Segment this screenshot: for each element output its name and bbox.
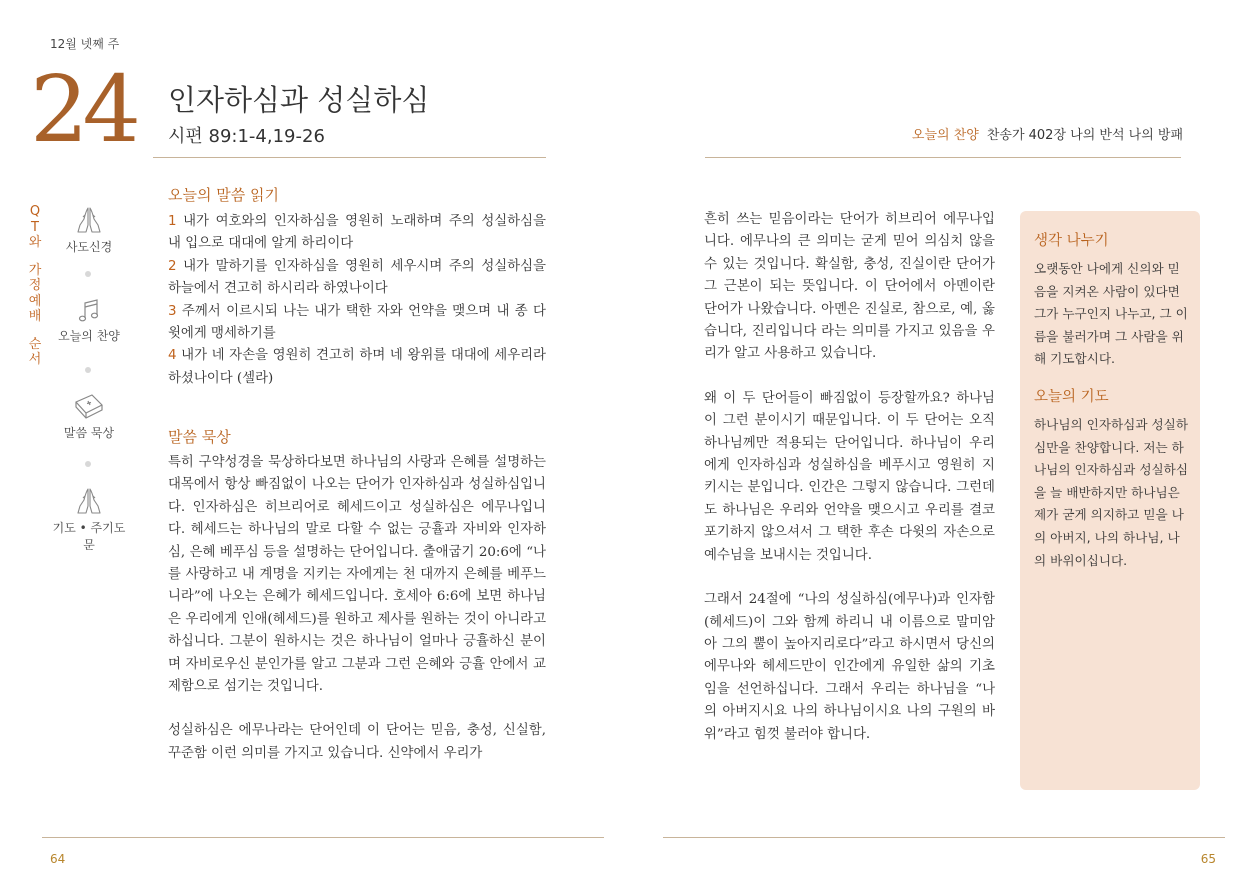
week-label: 12월 넷째 주 — [50, 37, 120, 51]
step-todays-hymn: 오늘의 찬양 — [50, 298, 128, 344]
meditation-paragraph: 성실하심은 에무나라는 단어인데 이 단어는 믿음, 충성, 신실함, 꾸준함 이런 의미를 가지고 있습니다. 신약에서 우리가 — [168, 723, 546, 761]
footer-rule-right — [663, 837, 1225, 838]
verse: 3 주께서 이르시되 나는 내가 택한 자와 언약을 맺으며 내 종 다윗에게 맹세하기를 — [168, 303, 546, 342]
share-text: 오랫동안 나에게 신의와 믿음을 지켜온 사람이 있다면 그가 누구인지 나누고, 그 이름을 불러가며 그 사람을 위해 기도합시다. — [1034, 261, 1188, 367]
qt-family-worship-order-label: Q T 와 가 정 예 배 순 서 — [28, 204, 42, 367]
meditation-section — [168, 426, 546, 787]
todays-hymn — [912, 124, 1183, 143]
share-heading: 생각 나누기 — [1034, 233, 1109, 249]
step-prayer-lords-prayer: 기도 • 주기도문 — [50, 486, 128, 553]
meditation-heading: 말씀 묵상 — [168, 428, 231, 446]
meditation-paragraph: 왜 이 두 단어들이 빠짐없이 등장할까요? 하나님이 그런 분이시기 때문입니다. 이 두 단어는 오직 하나님께만 적용되는 단어입니다. 하나님이 우리에게 인자하심과 성실하심을 베푸시고 영원히 지키시는 분입니다. 인간은 그렇지 않습니다. 그런데도 하나님은 우리와 언약을 맺으시고 우리를 결코 포기하지 않으셔서 그 택한 후손 다윗의 자손으로 예수님을 보내시는 것입니다. — [704, 390, 995, 563]
day-number: 24 — [30, 56, 136, 163]
footer-rule-left — [42, 837, 604, 838]
meditation-paragraph: 특히 구약성경을 묵상하다보면 하나님의 사랑과 은혜를 설명하는 대목에서 항상 빠짐없이 나오는 단어가 인자하심과 성실하심입니다. 인자하심은 히브리어로 헤세드이고 성실하심은 에무나입니다. 헤세드는 하나님의 말로 다할 수 없는 긍휼과 자비와 인자하심, 은혜 베푸심 등을 설명하는 단어입니다. 출애굽기 20:6에 “나를 사랑하고 내 계명을 지키는 자에게는 천 대까지 은혜를 베푸느니라”에 나오는 은혜가 헤세드입니다. 호세아 6:6에 보면 하나님은 우리에게 인애(헤세드)를 원하고 제사를 원하는 것이 아니라고 하십니다. 그분이 원하시는 것은 하나님이 얼마나 긍휼하신 분이며 자비로우신 분인가를 알고 그분과 그런 은혜와 긍휼 안에서 교제함으로 섬기는 것입니다. — [168, 455, 546, 695]
step-separator-dot — [85, 367, 91, 373]
verse: 2 내가 말하기를 인자하심을 영원히 세우시며 주의 성실하심을 하늘에서 견고히 하시리라 하였나이다 — [168, 258, 546, 297]
praying-hands-icon — [73, 205, 105, 235]
step-apostles-creed: 사도신경 — [50, 205, 128, 255]
prayer-heading: 오늘의 기도 — [1034, 388, 1109, 405]
scripture-reading-section — [168, 184, 546, 390]
prayer-text: 하나님의 인자하심과 성실하심만을 찬양합니다. 저는 하나님의 인자하심과 성실하심을 늘 배반하지만 하나님은 제가 굳게 의지하고 믿을 나의 아버지, 나의 하나님, 나의 바위이십니다. — [1034, 416, 1188, 568]
verse: 4 내가 네 자손을 영원히 견고히 하며 네 왕위를 대대에 세우리라 하셨나이다 (셀라) — [168, 348, 546, 386]
page-title: 인자하심과 성실하심 — [168, 83, 430, 117]
step-word-meditation: 말씀 묵상 — [50, 393, 128, 441]
verse: 1 내가 여호와의 인자하심을 영원히 노래하며 주의 성실하심을 내 입으로 대대에 알게 하리이다 — [168, 214, 546, 252]
header-rule-right — [705, 157, 1181, 158]
meditation-body-right — [704, 209, 995, 768]
music-note-icon — [77, 298, 101, 324]
scripture-reference: 시편 89:1-4,19-26 — [168, 126, 325, 147]
reflection-sidebox — [1020, 211, 1200, 790]
page-number-right: 65 — [1200, 852, 1216, 866]
reading-heading: 오늘의 말씀 읽기 — [168, 186, 279, 204]
header-rule-left — [153, 157, 546, 158]
bible-icon — [73, 393, 105, 421]
meditation-body-left — [168, 452, 546, 765]
step-separator-dot — [85, 271, 91, 277]
step-separator-dot — [85, 461, 91, 467]
hymn-label: 오늘의 찬양 — [911, 128, 979, 143]
verse-list — [168, 211, 546, 390]
praying-hands-icon — [73, 486, 105, 516]
page-number-left: 64 — [50, 852, 66, 866]
meditation-paragraph: 그래서 24절에 “나의 성실하심(에무나)과 인자함(헤세드)이 그와 함께 하리니 내 이름으로 말미암아 그의 뿔이 높아지리로다”라고 하시면서 당신의 에무나와 헤세드만이 인간에게 유일한 삶의 기초임을 선언하십니다. 그래서 우리는 하나님을 “나의 아버지시요 나의 하나님이시요 나의 구원의 바위”라고 힘껏 불러야 합니다. — [704, 592, 995, 742]
meditation-paragraph: 흔히 쓰는 믿음이라는 단어가 히브리어 에무나입니다. 에무나의 큰 의미는 굳게 믿어 의심치 않을 수 있는 것입니다. 확실함, 충성, 진실이란 단어가 그 근본이 되는 뜻입니다. 이 단어에서 아멘이란 단어가 나왔습니다. 아멘은 진실로, 참으로, 예, 옳습니다, 진리입니다 라는 의미를 가지고 있음을 우리가 알고 사용하고 있습니다. — [704, 212, 995, 362]
hymn-text: 찬송가 402장 나의 반석 나의 방패 — [986, 128, 1183, 143]
